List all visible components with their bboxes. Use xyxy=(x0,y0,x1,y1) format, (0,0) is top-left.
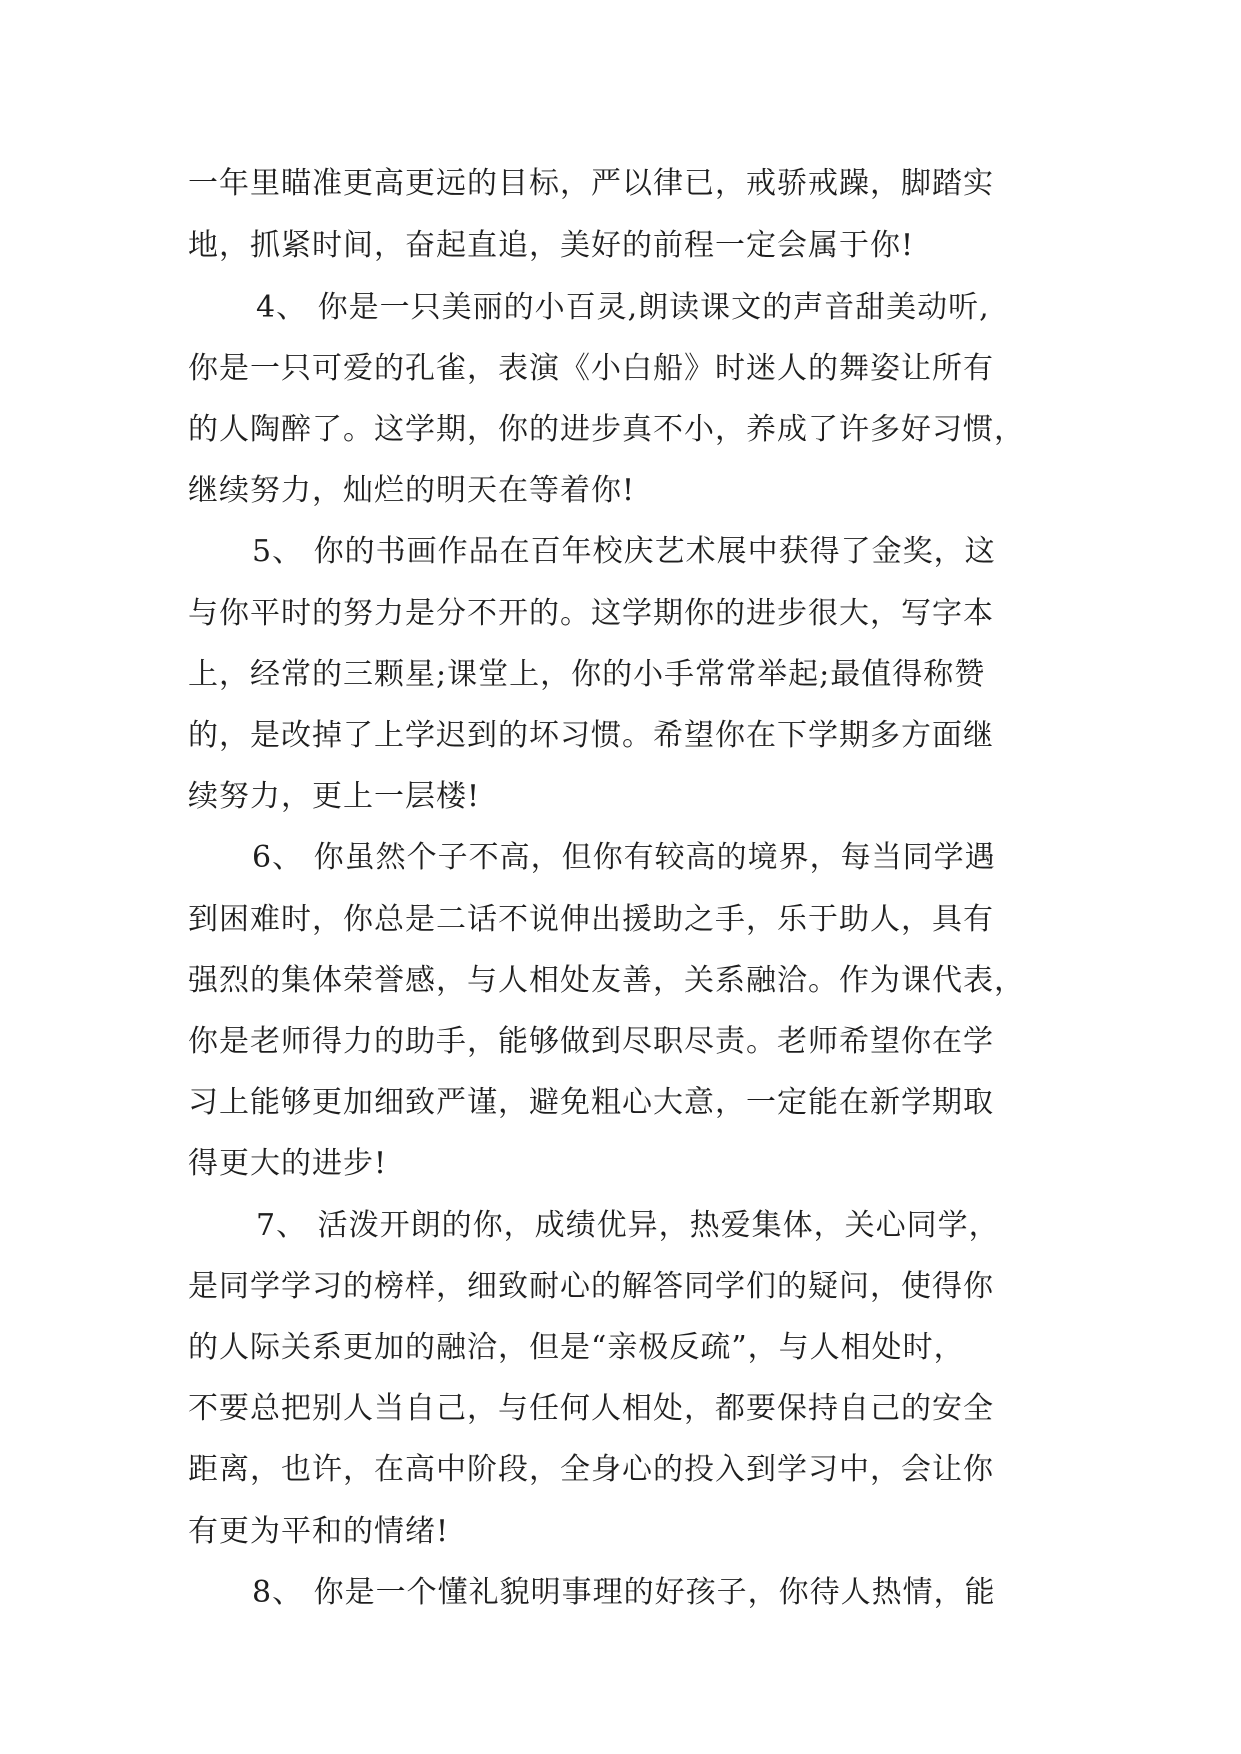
text-line: 你是一只可爱的孔雀，表演《小白船》时迷人的舞姿让所有 xyxy=(188,351,994,386)
text-line: 距离，也许，在高中阶段，全身心的投入到学习中，会让你 xyxy=(188,1452,994,1487)
text-line: 续努力，更上一层楼! xyxy=(188,779,481,814)
text-line: 的人陶醉了。这学期，你的进步真不小，养成了许多好习惯， xyxy=(188,412,1025,447)
text-line: 与你平时的努力是分不开的。这学期你的进步很大，写字本 xyxy=(188,596,994,631)
text-line: 6、 你虽然个子不高，但你有较高的境界，每当同学遇 xyxy=(252,840,996,875)
text-line: 得更大的进步! xyxy=(188,1146,388,1181)
text-line: 强烈的集体荣誉感，与人相处友善，关系融洽。作为课代表， xyxy=(188,963,1025,998)
text-line: 的，是改掉了上学迟到的坏习惯。希望你在下学期多方面继 xyxy=(188,718,994,753)
text-line: 你是老师得力的助手，能够做到尽职尽责。老师希望你在学 xyxy=(188,1024,994,1059)
text-line: 7、 活泼开朗的你，成绩优异，热爱集体，关心同学， xyxy=(256,1208,1000,1243)
text-line: 上，经常的三颗星;课堂上，你的小手常常举起;最值得称赞 xyxy=(188,657,986,692)
text-line: 8、 你是一个懂礼貌明事理的好孩子，你待人热情，能 xyxy=(252,1575,996,1610)
text-line: 到困难时，你总是二话不说伸出援助之手，乐于助人，具有 xyxy=(188,902,994,937)
text-line: 5、 你的书画作品在百年校庆艺术展中获得了金奖，这 xyxy=(252,534,996,569)
text-line: 继续努力，灿烂的明天在等着你! xyxy=(188,473,636,508)
text-line: 4、 你是一只美丽的小百灵,朗读课文的声音甜美动听, xyxy=(256,290,990,325)
text-line: 有更为平和的情绪! xyxy=(188,1514,450,1549)
text-line: 是同学学习的榜样，细致耐心的解答同学们的疑问，使得你 xyxy=(188,1269,994,1304)
text-line: 一年里瞄准更高更远的目标，严以律已，戒骄戒躁，脚踏实 xyxy=(188,166,994,201)
text-line: 地，抓紧时间，奋起直追，美好的前程一定会属于你! xyxy=(188,228,915,263)
text-line: 不要总把别人当自己，与任何人相处，都要保持自己的安全 xyxy=(188,1391,994,1426)
text-line: 习上能够更加细致严谨，避免粗心大意，一定能在新学期取 xyxy=(188,1085,994,1120)
text-line: 的人际关系更加的融洽，但是“亲极反疏”，与人相处时， xyxy=(188,1330,965,1365)
